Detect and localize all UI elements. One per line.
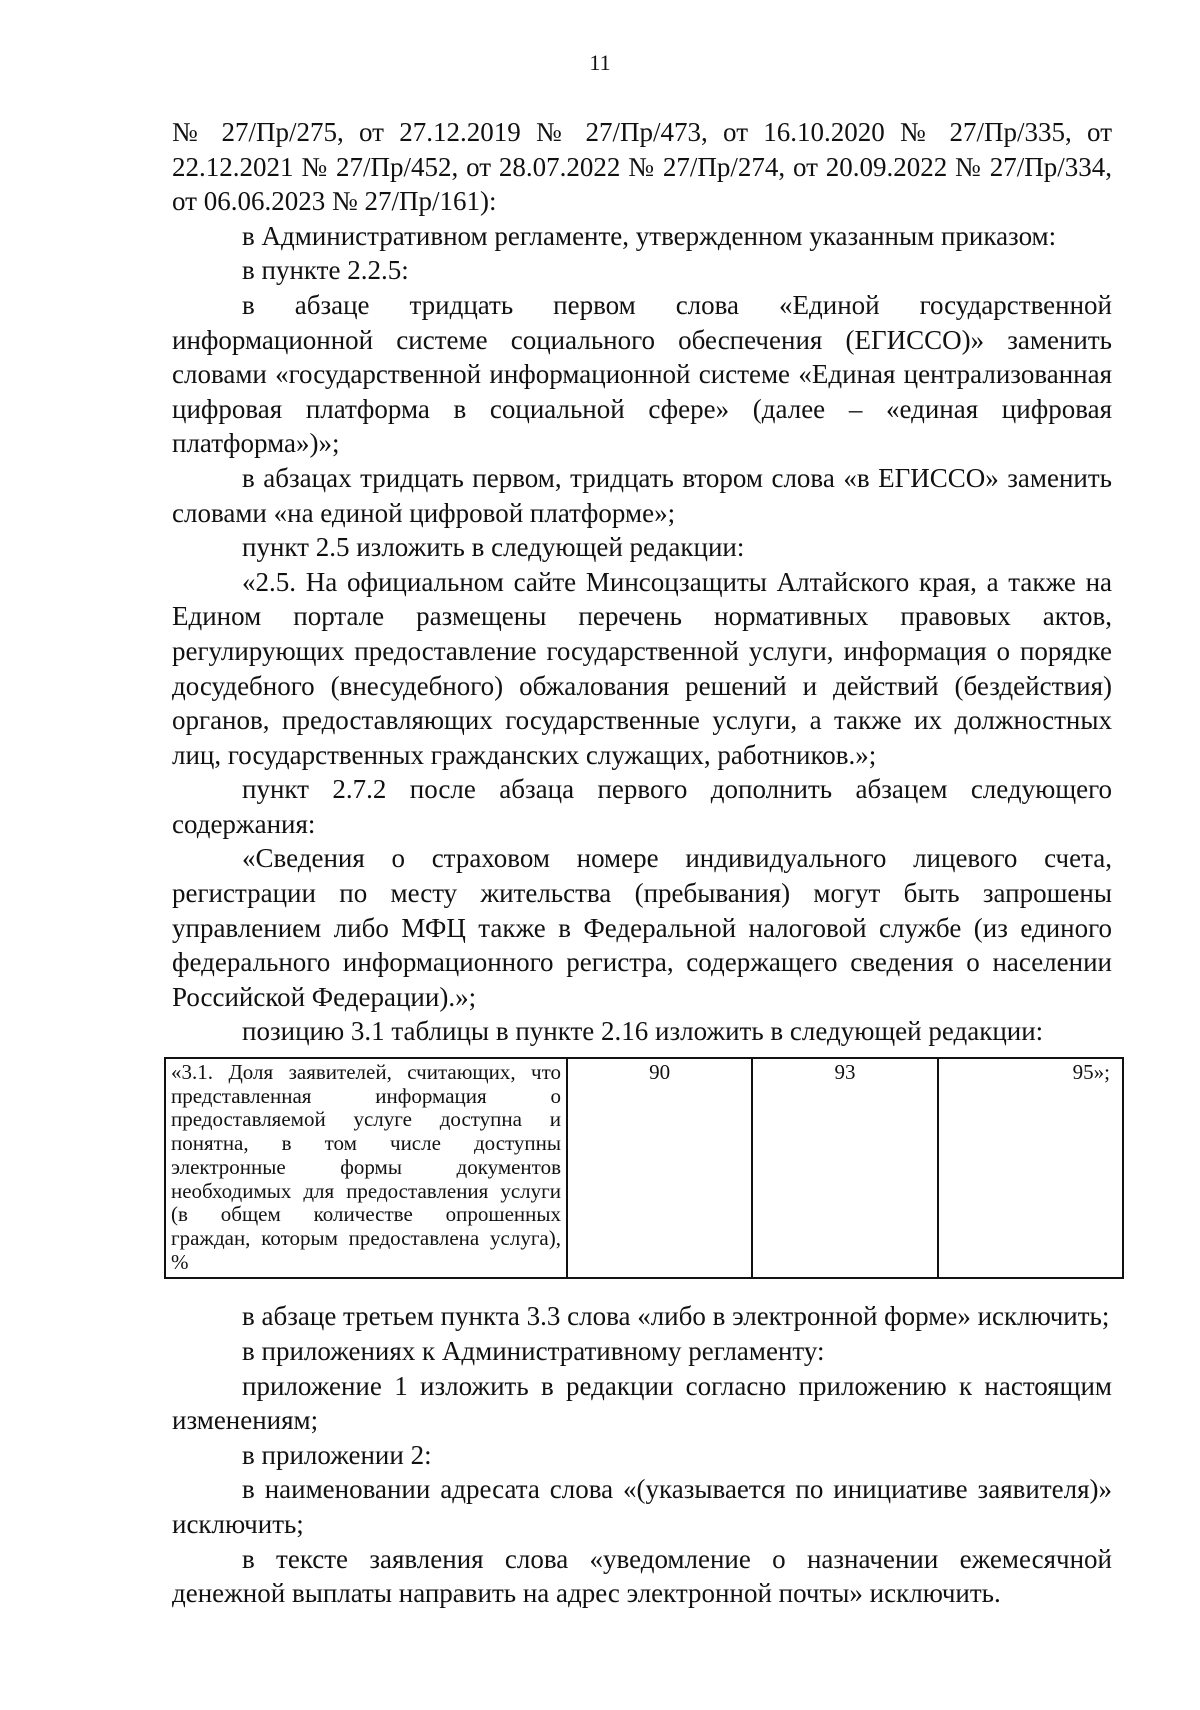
position-table-block (164, 1057, 1124, 1279)
paragraph-table-intro: позицию 3.1 таблицы в пункте 2.16 изложить в следующей редакции: (242, 1016, 1044, 1047)
paragraph-appendix-2-statement: в тексте заявления слова «уведомление о назначении ежемесячной денежной выплаты направить на адрес электронной почты» исключить. (172, 1543, 1112, 1609)
table-row (165, 1058, 1123, 1278)
paragraph-clause-2-5-text: «2.5. На официальном сайте Минсоцзащиты Алтайского края, а также на Едином портале размещены перечень нормативных правовых актов, регулирующих предоставление государственной услуги, информация о порядке досудебного (внесудебного) обжалования решений и действий (бездействия) органов, предоставляющих государственные услуги, а также их должностных лиц, государственных гражданских служащих, работников.»; (172, 566, 1112, 770)
table-cell-value-1: 90 (567, 1058, 752, 1278)
position-table (164, 1057, 1124, 1279)
paragraph-egisso-replace-2: в абзацах тридцать первом, тридцать втором слова «в ЕГИССО» заменить словами «на единой цифровой платформе»; (172, 462, 1112, 528)
paragraph-clause-3-3: в абзаце третьем пункта 3.3 слова «либо в электронной форме» исключить; (242, 1301, 1110, 1332)
paragraph-clause-2-7-2-text: «Сведения о страховом номере индивидуального лицевого счета, регистрации по месту жительства (пребывания) могут быть запрошены управлением либо МФЦ также в Федеральной налоговой службе (из единого федерального информационного регистра, содержащего сведения о населении Российской Федерации).»; (172, 843, 1112, 1012)
paragraph-appendix-2-intro: в приложении 2: (242, 1439, 432, 1470)
paragraph-clause-2-7-2-intro: пункт 2.7.2 после абзаца первого дополнить абзацем следующего содержания: (172, 774, 1112, 839)
table-cell-value-3: 95»; (938, 1058, 1123, 1278)
page-number: 11 (589, 50, 611, 75)
paragraph-appendices-intro: в приложениях к Административному регламенту: (242, 1335, 825, 1366)
document-body (172, 115, 1112, 1611)
paragraph-egisso-replace: в абзаце тридцать первом слова «Единой государственной информационной системе социального обеспечения (ЕГИССО)» заменить словами «государственной информационной системе «Единая централизованная цифровая платформа в социальной сфере» (далее – «единая цифровая платформа»)»; (172, 289, 1112, 459)
paragraph-appendix-1: приложение 1 изложить в редакции согласно приложению к настоящим изменениям; (172, 1370, 1112, 1436)
table-cell-description: «3.1. Доля заявителей, считающих, что представленная информация о предоставляемой услуге доступна и понятна, в том числе доступны электронные формы документов необходимых для предоставления услуги (в общем количестве опрошенных граждан, которым предоставлена услуга), % (165, 1058, 567, 1278)
table-cell-value-2: 93 (752, 1058, 937, 1278)
paragraph-regulation-intro: в Административном регламенте, утвержденном указанным приказом: (242, 220, 1057, 251)
paragraph-order-list: № 27/Пр/275, от 27.12.2019 № 27/Пр/473, от 16.10.2020 № 27/Пр/335, от 22.12.2021 № 27/Пр/452, от 28.07.2022 № 27/Пр/274, от 20.09.2022 № 27/Пр/334, от 06.06.2023 № 27/Пр/161): (172, 117, 1112, 217)
paragraph-appendix-2-addressee: в наименовании адресата слова «(указывается по инициативе заявителя)» исключить; (172, 1474, 1112, 1539)
paragraph-clause-2-2-5: в пункте 2.2.5: (242, 255, 409, 286)
paragraph-clause-2-5-intro: пункт 2.5 изложить в следующей редакции: (242, 532, 745, 563)
